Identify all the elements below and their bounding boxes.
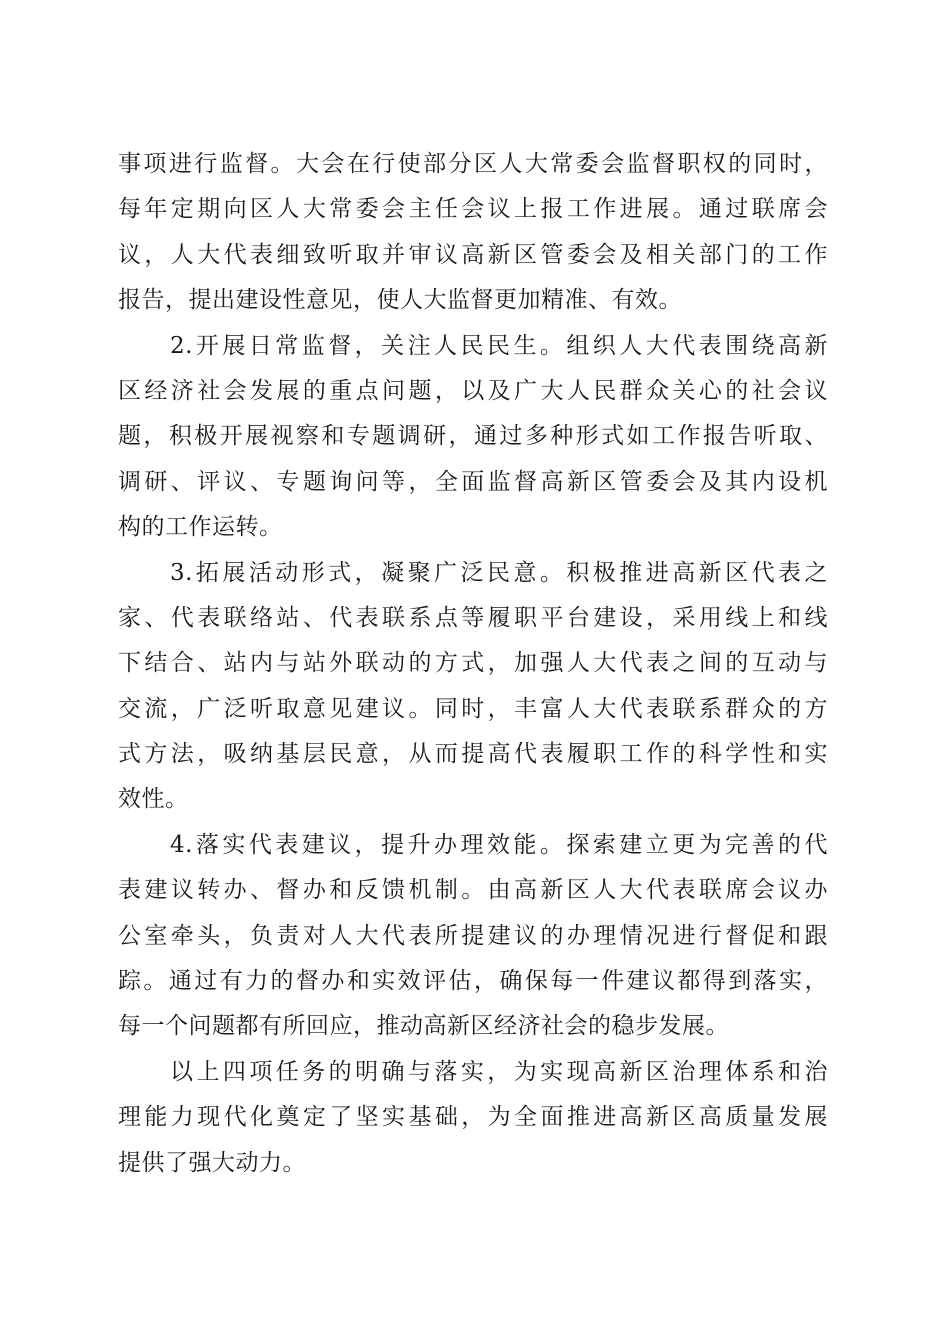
text-line: 表建议转办、督办和反馈机制。由高新区人大代表联席会议办: [118, 877, 828, 904]
text-line: 议，人大代表细致听取并审议高新区管委会及相关部门的工作: [118, 241, 828, 268]
text-line: 公室牵头，负责对人大代表所提建议的办理情况进行督促和跟: [118, 922, 828, 949]
text-line: 家、代表联络站、代表联系点等履职平台建设，采用线上和线: [118, 604, 828, 631]
paragraph-first-line: 2.开展日常监督，关注人民民生。组织人大代表围绕高新: [170, 332, 828, 359]
text-line: 下结合、站内与站外联动的方式，加强人大代表之间的互动与: [118, 650, 828, 677]
text-line: 区经济社会发展的重点问题，以及广大人民群众关心的社会议: [118, 377, 828, 404]
paragraph-first-line: 以上四项任务的明确与落实，为实现高新区治理体系和治: [170, 1058, 828, 1085]
text-line: 式方法，吸纳基层民意，从而提高代表履职工作的科学性和实: [118, 741, 828, 768]
text-line: 每年定期向区人大常委会主任会议上报工作进展。通过联席会: [118, 196, 828, 223]
text-line: 每一个问题都有所回应，推动高新区经济社会的稳步发展。: [118, 1013, 729, 1040]
paragraph-first-line: 4.落实代表建议，提升办理效能。探索建立更为完善的代: [170, 831, 828, 858]
text-line: 理能力现代化奠定了坚实基础，为全面推进高新区高质量发展: [118, 1104, 828, 1131]
text-line: 提供了强大动力。: [118, 1149, 306, 1176]
text-line: 效性。: [118, 786, 189, 813]
text-line: 构的工作运转。: [118, 514, 283, 541]
paragraph-first-line: 3.拓展活动形式，凝聚广泛民意。积极推进高新区代表之: [170, 559, 828, 586]
document-body: [118, 142, 828, 1186]
text-line: 踪。通过有力的督办和实效评估，确保每一件建议都得到落实，: [118, 968, 828, 995]
text-line: 交流，广泛听取意见建议。同时，丰富人大代表联系群众的方: [118, 695, 828, 722]
text-line: 题，积极开展视察和专题调研，通过多种形式如工作报告听取、: [118, 423, 828, 450]
text-line: 调研、评议、专题询问等，全面监督高新区管委会及其内设机: [118, 468, 828, 495]
text-line: 报告，提出建设性意见，使人大监督更加精准、有效。: [118, 287, 682, 314]
text-line: 事项进行监督。大会在行使部分区人大常委会监督职权的同时，: [118, 151, 828, 177]
